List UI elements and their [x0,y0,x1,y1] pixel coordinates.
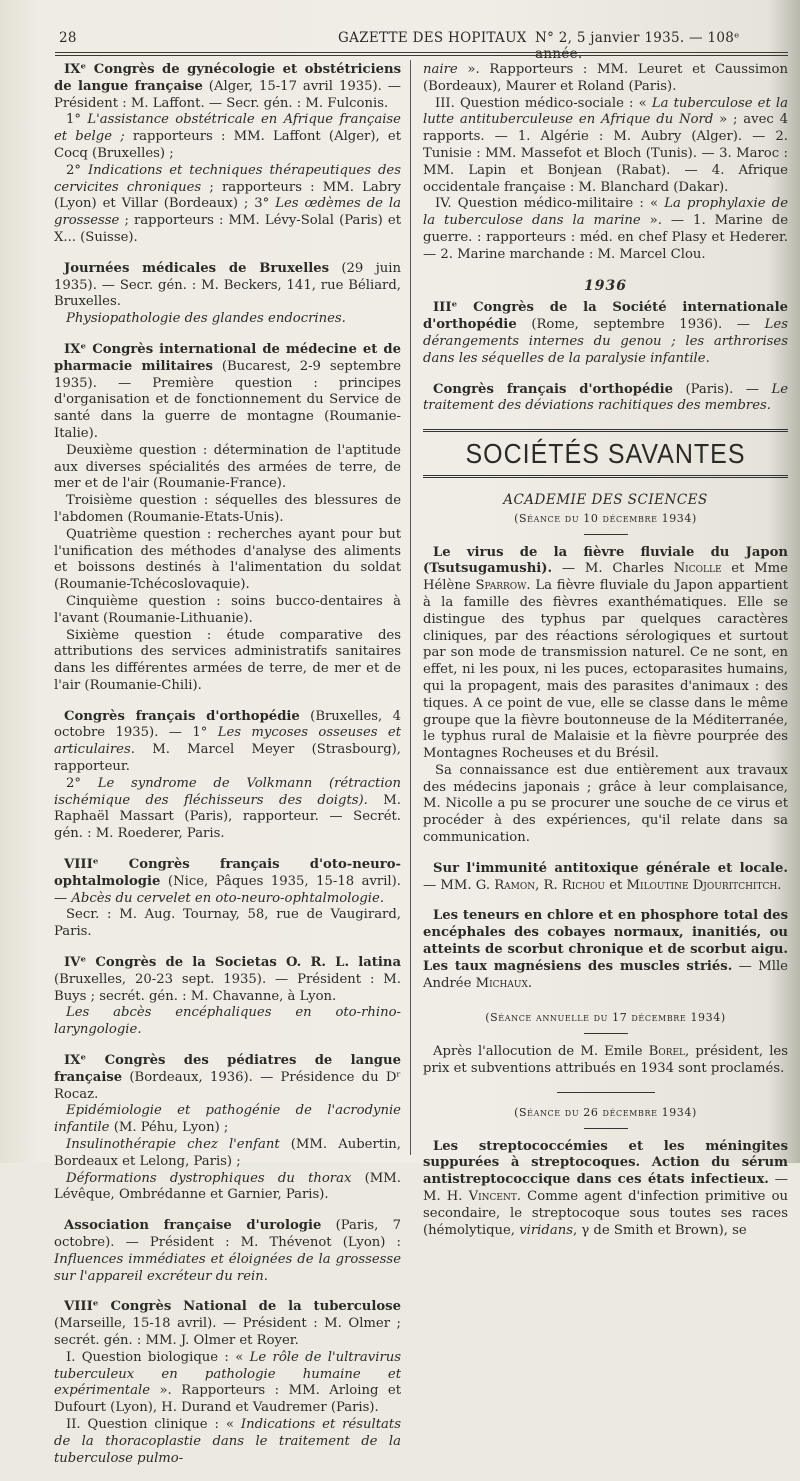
session-heading: (Séance du 10 décembre 1934) [514,511,697,525]
year-heading: 1936 [584,277,627,294]
entry-title: Congrès français d'orthopédie [433,381,674,397]
academy-heading: ACADEMIE DES SCIENCES [503,491,708,508]
entry-text: ; rapporteurs : MM. Labry (Lyon) et Villar (Bordeaux) ; 3° [54,179,401,212]
congress-entry [54,709,401,843]
entry-topic: Le rôle de l'ultravirus tuberculeux en pathologie humaine et expérimentale [54,1349,402,1399]
section-title: SOCIÉTÉS SAVANTES [465,438,746,470]
entry-topic: naire [423,62,458,77]
entry-text: (Bruxelles, 20-23 sept. 1935). — Président : M. Buys ; secrét. gén. : M. Chavanne, à Lyon. [54,971,401,1004]
entry-text: (Bruxelles, 4 octobre 1935). — 1° [54,708,401,741]
congress-entry [423,300,788,367]
entry-topic: Influences immédiates et éloignées de la grossesse sur l'appareil excréteur du rein. [54,1251,401,1284]
entry-text: — MM. G. [423,877,495,893]
congress-entry [54,1218,401,1285]
short-rule [584,534,628,535]
entry-text: et [605,877,627,893]
mid-rule [557,1092,655,1093]
column-divider [410,60,411,1155]
entry-topic: Insulinothérapie chez l'enfant [66,1137,280,1153]
entry-title: IIIᵉ Congrès de la Société internationale d'orthopédie [423,300,788,333]
journal-title: GAZETTE DES HOPITAUX [338,30,527,46]
entry-text: Secr. : M. Aug. Tournay, 58, rue de Vaugirard, Paris. [54,907,401,940]
entry-title: Journées médicales de Bruxelles [64,260,330,276]
entry-text: . La fièvre fluviale du Japon appartient à la famille des fièvres exanthématiques. Elle se distingue des typhus par quelques caractères cliniques, par des réactions sérologiques et surtout par son mode de transmission naturel. Ce ne sont, en effet, ni les poux, ni les puces, ectoparasites humains, qui la propagent, mais des parasites d'animaux : des tiques. A ce point de vue, elle se classe dans le même groupe que la fièvre boutonneuse de la Méditerranée, le typhus rural de Malaisie et la fièvre pourprée des Montagnes Rocheuses et du Brésil. [423,578,788,762]
entry-text: — M. H. [423,1172,788,1205]
entry-text: III. Question médico-sociale : « [435,95,652,111]
entry-text: (M. Péhu, Lyon) ; [109,1120,229,1136]
entry-text: . [527,975,533,991]
entry-text: et Mme Hélène [423,561,788,594]
congress-entry [54,955,401,1039]
entry-text: Cinquième question : soins bucco-dentaires à l'avant (Roumanie-Lithuanie). [54,593,401,626]
congress-entry-continued [423,62,788,264]
issue-info: N° 2, 5 janvier 1935. — 108ᵉ année. [535,30,740,62]
communication-entry [423,1044,788,1078]
entry-title: VIIIᵉ Congrès National de la tuberculose [64,1299,401,1315]
entry-text: ». — 1. Marine de guerre. : rapporteurs : méd. en chef Plasy et Hederer. — 2. Marine marchande : M. Marcel Clou. [423,213,788,262]
entry-text: rapporteurs : MM. Laffont (Alger), et Cocq (Bruxelles) ; [54,129,401,161]
short-rule [584,1128,628,1129]
entry-text: (MM. Lévêque, Ombrédanne et Garnier, Paris). [54,1170,401,1203]
entry-text: — M. Charles [552,561,674,577]
author-name: Ramon [494,877,536,893]
entry-title: Association française d'urologie [64,1218,322,1234]
entry-title: IVᵉ Congrès de la Societas O. R. L. latina [64,955,401,971]
entry-text: Troisième question : séquelles des blessures de l'abdomen (Roumanie-Etats-Unis). [54,493,401,525]
entry-topic: Indications et résultats de la thoracoplastie dans le traitement de la tuberculose pulmo- [54,1416,401,1466]
congress-entry [54,342,401,695]
communication-title: Les teneurs en chlore et en phosphore total des encéphales des cobayes normaux, inanitiés, ou atteints de scorbut chronique et de scorbut aigu. Les taux magnésiens des muscles striés. [423,908,788,974]
entry-topic: Déformations dystrophiques du thorax [66,1170,352,1186]
short-rule [584,1033,628,1034]
entry-text: , président, les prix et subventions attribués en 1934 sont proclamés. [423,1044,788,1077]
entry-text: 1° [66,112,88,128]
author-name: Borel [648,1044,686,1060]
entry-text: 2° [66,162,88,178]
entry-text: M. Marcel Meyer (Strasbourg), rapporteur. [54,742,401,775]
entry-text: 2° [66,775,98,791]
entry-text: Quatrième question : recherches ayant pour but l'unification des méthodes d'analyse des aliments et boissons destinés à l'alimentation du soldat (Roumanie-Tchécoslovaquie). [54,526,401,593]
entry-topic: Physiopathologie des glandes endocrines. [66,311,346,327]
entry-title: IXᵉ Congrès international de médecine et de pharmacie militaires [54,341,401,374]
entry-text: Sixième question : étude comparative des attributions des services administratifs sanitaires dans les différentes armées de terre, de mer et de l'air (Roumanie-Chili). [54,627,401,693]
entry-topic: Le traitement des déviations rachitiques des membres. [423,381,788,414]
communication-entry [423,1139,788,1240]
entry-topic: Les œdèmes de la grossesse [54,196,401,229]
communication-title: Les streptococcémies et les méningites suppurées à streptocoques. Action du sérum antistreptococcique dans ces états infectieux. [423,1138,788,1188]
entry-text: » ; avec 4 rapports. — 1. Algérie : M. Aubry (Alger). — 2. Tunisie : MM. Massefot et Bloch (Tunis). — 3. Maroc : MM. Lapin et Bonjean (Rabat). — 4. Afrique occidentale française : M. Blanchard (Dakar). [423,112,788,195]
entry-text: . [777,877,782,893]
entry-text: ». Rapporteurs : MM. Leuret et Caussimon (Bordeaux), Maurer et Roland (Paris). [423,62,788,94]
header-rule-top [55,52,788,53]
left-column [54,62,401,1481]
entry-text: ; rapporteurs : MM. Lévy-Solal (Paris) et X... (Suisse). [54,213,401,245]
entry-text: (Paris, 7 octobre). — Président : M. Thévenot (Lyon) : [54,1218,401,1250]
entry-topic: L'assistance obstétricale en Afrique française et belge ; [54,112,401,145]
entry-text: M. Raphaël Massart (Paris), rapporteur. — Secrét. gén. : M. Roederer, Paris. [54,792,401,842]
entry-text: Sa connaissance est due entièrement aux travaux des médecins japonais ; grâce à leur complaisance, M. Nicolle a pu se procurer une souche de ce virus et procéder à des expériences, qu'il relate dans sa communication. [423,762,788,846]
author-name: Richou [561,877,606,893]
author-name: Sparrow [475,578,527,594]
right-column [423,62,788,1253]
entry-text: Après l'allocution de M. Emile [433,1044,649,1060]
entry-title: VIIIᵉ Congrès français d'oto-neuro-ophtalmologie [54,857,401,889]
entry-topic: Le syndrome de Volkmann (rétraction ischémique des fléchisseurs des doigts). [54,775,401,808]
author-name: Nicolle [673,561,722,577]
congress-entry [54,1299,401,1467]
communication-entry [423,861,788,895]
entry-title: IXᵉ Congrès des pédiatres de langue française [54,1053,401,1085]
entry-topic: La prophylaxie de la tuberculose dans la marine [423,196,788,229]
page-header [55,30,785,62]
entry-text: II. Question clinique : « [66,1416,241,1432]
entry-topic: Epidémiologie et pathogénie de l'acrodynie infantile [54,1103,401,1136]
entry-topic: La tuberculose et la lutte antituberculeuse en Afrique du Nord [423,95,788,128]
entry-text: (Bordeaux, 1936). — Présidence du Dʳ Rocaz. [54,1069,401,1102]
congress-entry [54,62,401,247]
entry-text: (29 juin 1935). — Secr. gén. : M. Beckers, 141, rue Béliard, Bruxelles. [54,260,401,310]
entry-text: , R. [535,877,562,893]
entry-title: IXᵉ Congrès de gynécologie et obstétriciens de langue française [54,62,401,94]
entry-text: (Alger, 15-17 avril 1935). — Président : M. Laffont. — Secr. gén. : M. Fulconis. [54,78,401,111]
author-name: Vincent [468,1189,517,1205]
congress-entry [423,382,788,416]
session-heading: (Séance du 26 décembre 1934) [514,1105,697,1119]
entry-text: IV. Question médico-militaire : « [435,196,665,212]
entry-title: Congrès français d'orthopédie [64,708,300,724]
communication-entry [423,545,788,847]
congress-entry [54,857,401,941]
congress-entry [54,261,401,328]
section-rule-top [423,429,788,432]
author-name: Miloutine Djouritchitch [626,877,778,893]
congress-entry [54,1053,401,1204]
entry-text: (Bucarest, 2-9 septembre 1935). — Première question : principes d'organisation et de fonctionnement du Service de santé dans la guerre de montagne (Roumanie-Italie). [54,358,401,441]
entry-text: (Nice, Pâques 1935, 15-18 avril). — [54,873,401,906]
entry-text: (MM. Aubertin, Bordeaux et Lelong, Paris) ; [54,1137,401,1169]
entry-text: (Paris). — [673,381,772,397]
communication-title: Le virus de la fièvre fluviale du Japon (Tsutsugamushi). [423,544,788,577]
entry-text: — Mlle Andrée [423,958,788,991]
entry-topic: Indications et techniques thérapeutiques des cervicites chroniques [54,162,401,195]
entry-text: (Marseille, 15-18 avril). — Président : M. Olmer ; secrét. gén. : MM. J. Olmer et Royer. [54,1316,401,1348]
page-number: 28 [59,30,77,46]
session-heading: (Séance annuelle du 17 décembre 1934) [485,1011,726,1025]
entry-text: Deuxième question : détermination de l'aptitude aux diverses spécialités des armées de terre, de mer et de l'air (Roumanie-France). [54,442,401,492]
entry-text: ». Rapporteurs : MM. Arloing et Dufourt (Lyon), H. Durand et Vaudremer (Paris). [54,1383,401,1416]
section-rule-bottom [423,475,788,478]
entry-text: , γ de Smith et Brown), se [572,1222,747,1238]
entry-text: I. Question biologique : « [66,1349,250,1365]
header-rule-bottom [55,55,788,56]
entry-topic: Abcès du cervelet en oto-neuro-ophtalmologie. [71,890,385,906]
communication-entry [423,908,788,992]
author-name: Michaux [475,975,528,991]
entry-text: (Rome, septembre 1936). — [516,317,765,333]
entry-topic: Les dérangements internes du genou ; les arthrorises dans les séquelles de la paralysie infantile. [423,317,788,366]
entry-text: . Comme agent d'infection primitive ou secondaire, le streptocoque sous toutes ses races (hémolytique, [423,1189,788,1238]
entry-topic: Les mycoses osseuses et articulaires. [54,725,401,758]
entry-topic: Les abcès encéphaliques en oto-rhino-laryngologie. [54,1005,401,1038]
communication-title: Sur l'immunité antitoxique générale et locale. [433,860,788,876]
entry-topic: viridans [519,1222,573,1238]
